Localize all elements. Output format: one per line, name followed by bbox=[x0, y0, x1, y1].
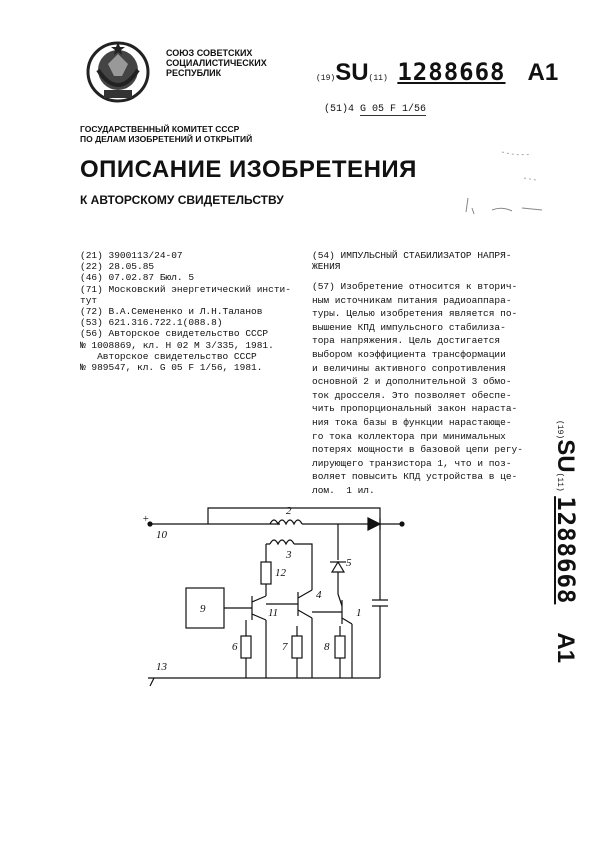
label-13: 13 bbox=[156, 661, 167, 673]
side-code-11: (11) bbox=[555, 472, 564, 492]
country-line: РЕСПУБЛИК bbox=[166, 68, 222, 78]
side-patent-number bbox=[540, 420, 580, 700]
biblio-line: Авторское свидетельство СССР bbox=[80, 350, 257, 362]
ipc-label: (51)4 bbox=[324, 104, 355, 115]
label-9: 9 bbox=[200, 603, 206, 615]
inductor-secondary-winding bbox=[270, 540, 294, 544]
side-country-code: SU bbox=[552, 439, 579, 473]
label-2: 2 bbox=[286, 505, 292, 517]
handwritten-mark-icon bbox=[462, 148, 552, 218]
abstract-line: тора напряжения. Цель достигается bbox=[312, 335, 501, 347]
country-name bbox=[166, 48, 267, 78]
label-6: 6 bbox=[232, 641, 238, 653]
abstract-line: (57) Изобретение относится к вторич- bbox=[312, 281, 518, 292]
label-11: 11 bbox=[268, 607, 279, 619]
resistor-8 bbox=[335, 636, 345, 658]
biblio-line: (46) 07.02.87 Бюл. 5 bbox=[80, 272, 195, 284]
abstract-line: основной 2 и дополнительной 3 обмо- bbox=[312, 376, 512, 388]
biblio-line: (71) Московский энергетический инсти- bbox=[80, 283, 291, 295]
label-4: 4 bbox=[316, 589, 322, 601]
resistor-12 bbox=[261, 562, 271, 584]
output-capacitor bbox=[372, 600, 388, 606]
ipc-value: G 05 F 1/56 bbox=[360, 104, 427, 115]
document-subtitle: К АВТОРСКОМУ СВИДЕТЕЛЬСТВУ bbox=[80, 193, 284, 207]
patent-number-block bbox=[316, 58, 558, 87]
biblio-line: (72) В.А.Семененко и Л.Н.Таланов bbox=[80, 306, 263, 318]
invention-title bbox=[312, 250, 512, 272]
abstract-line: выбором коэффициента трансформации bbox=[312, 348, 506, 360]
code-11: (11) bbox=[368, 74, 388, 83]
biblio-line: (53) 621.316.722.1(088.8) bbox=[80, 317, 223, 329]
abstract-line: чить пропорциональный закон нараста- bbox=[312, 403, 518, 415]
ipc-classification bbox=[324, 104, 426, 115]
abstract-line: ток дросселя. Это позволяет обеспе- bbox=[312, 389, 512, 401]
label-1: 1 bbox=[356, 607, 362, 619]
country-code: SU bbox=[335, 59, 369, 86]
invention-title-line: (54) ИМПУЛЬСНЫЙ СТАБИЛИЗАТОР НАПРЯ- bbox=[312, 250, 512, 261]
abstract-line: воляет повысить КПД устройства в це- bbox=[312, 471, 518, 483]
kind-code: A1 bbox=[527, 59, 559, 86]
patent-number: 1288668 bbox=[397, 58, 506, 86]
label-5: 5 bbox=[346, 557, 352, 569]
side-code-19: (19) bbox=[555, 420, 564, 440]
label-7: 7 bbox=[282, 641, 288, 653]
biblio-line: (56) Авторское свидетельство СССР bbox=[80, 328, 269, 340]
abstract-line: вышение КПД импульсного стабилиза- bbox=[312, 321, 506, 333]
biblio-line: (21) 3900113/24-07 bbox=[80, 250, 183, 261]
label-10: 10 bbox=[156, 529, 167, 541]
circuit-diagram bbox=[140, 500, 430, 700]
abstract-line: туры. Целью изобретения является по- bbox=[312, 308, 518, 320]
invention-title-line: ЖЕНИЯ bbox=[312, 261, 341, 273]
biblio-line: тут bbox=[80, 294, 98, 306]
bibliographic-data bbox=[80, 250, 291, 373]
biblio-line: № 989547, кл. G 05 F 1/56, 1981. bbox=[80, 362, 263, 374]
country-line: СОЦИАЛИСТИЧЕСКИХ bbox=[166, 58, 267, 68]
abstract-line: потерях мощности в базовой цепи регу- bbox=[312, 444, 523, 456]
committee-line: ГОСУДАРСТВЕННЫЙ КОМИТЕТ СССР bbox=[80, 124, 240, 134]
resistor-6 bbox=[241, 636, 251, 658]
diode-top bbox=[368, 518, 380, 530]
code-19: (19) bbox=[316, 74, 336, 83]
side-patent-number-value: 1288668 bbox=[552, 496, 580, 605]
country-line: СОЮЗ СОВЕТСКИХ bbox=[166, 48, 253, 58]
resistor-7 bbox=[292, 636, 302, 658]
abstract-line: го тока коллектора при минимальных bbox=[312, 430, 506, 442]
ground-terminal bbox=[148, 678, 154, 686]
committee-name bbox=[80, 124, 252, 144]
biblio-line: (22) 28.05.85 bbox=[80, 261, 155, 273]
biblio-line: № 1008869, кл. Н 02 М 3/335, 1981. bbox=[80, 339, 274, 351]
committee-line: ПО ДЕЛАМ ИЗОБРЕТЕНИЙ И ОТКРЫТИЙ bbox=[80, 134, 253, 144]
label-3: 3 bbox=[286, 549, 292, 561]
ussr-emblem-icon bbox=[84, 40, 152, 104]
abstract-line: лом. 1 ил. bbox=[312, 484, 375, 496]
output-terminal bbox=[400, 522, 404, 526]
label-plus: + bbox=[142, 513, 150, 525]
abstract bbox=[312, 280, 523, 498]
abstract-line: ния тока базы в функции нарастающе- bbox=[312, 416, 512, 428]
document-title: ОПИСАНИЕ ИЗОБРЕТЕНИЯ bbox=[80, 156, 417, 183]
abstract-line: ным источникам питания радиоаппара- bbox=[312, 294, 512, 306]
label-12: 12 bbox=[275, 567, 286, 579]
abstract-line: лирующего транзистора 1, что и поз- bbox=[312, 457, 512, 469]
zener-diode-5 bbox=[332, 562, 344, 572]
abstract-line: и величины активного сопротивления bbox=[312, 362, 506, 374]
label-8: 8 bbox=[324, 641, 330, 653]
side-kind-code: A1 bbox=[552, 632, 579, 664]
